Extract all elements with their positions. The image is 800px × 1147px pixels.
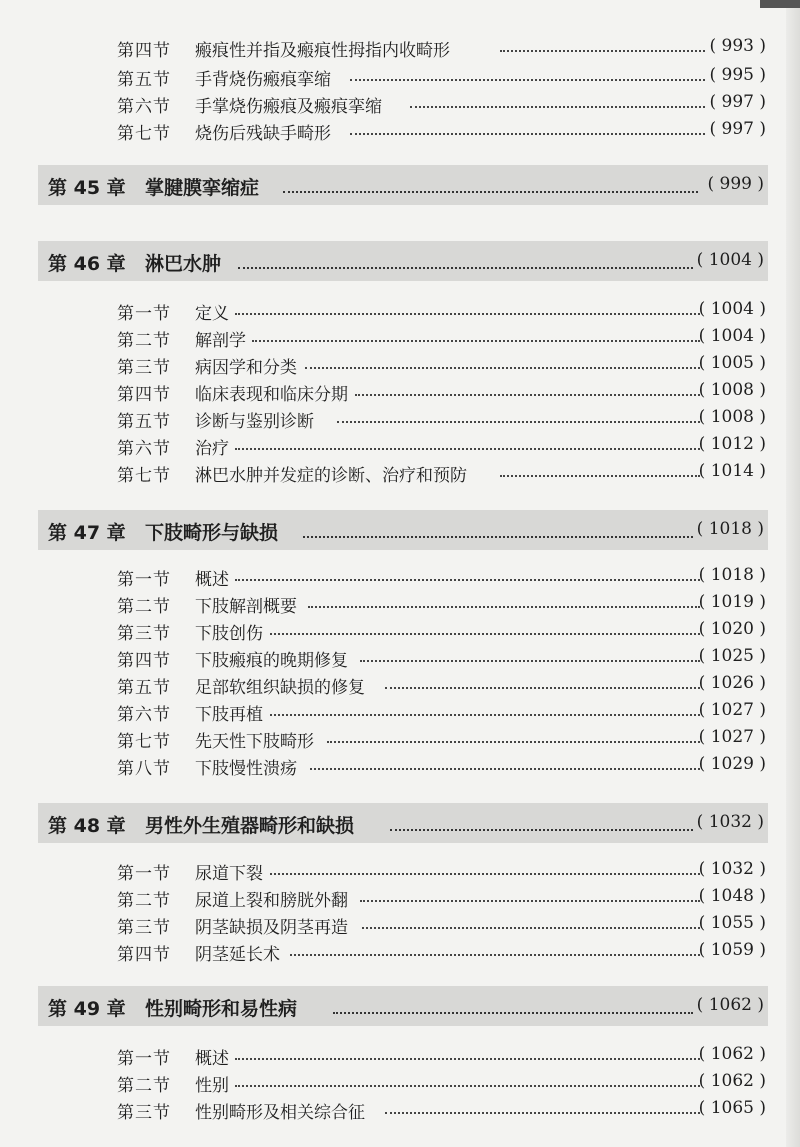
section-number: 第五节: [117, 412, 171, 432]
leader-dots: [305, 367, 700, 369]
page-number: ( 1027 ): [698, 700, 766, 720]
page-number: ( 1032 ): [696, 812, 764, 832]
page-number: ( 997 ): [709, 92, 766, 112]
page-corner: [760, 0, 800, 8]
section-title: 尿道上裂和膀胱外翻: [195, 891, 348, 911]
toc-section-row[interactable]: [0, 1069, 800, 1097]
page-number: ( 993 ): [709, 36, 766, 56]
toc-section-row[interactable]: [0, 459, 800, 487]
section-title: 临床表现和临床分期: [195, 385, 348, 405]
page-number: ( 1020 ): [698, 619, 766, 639]
page-number: ( 1027 ): [698, 727, 766, 747]
page-number: ( 1062 ): [698, 1071, 766, 1091]
section-number: 第七节: [117, 124, 171, 144]
section-title: 下肢慢性溃疡: [195, 759, 297, 779]
section-title: 诊断与鉴别诊断: [195, 412, 314, 432]
chapter-number: 第 49 章: [48, 998, 126, 1020]
toc-section-row[interactable]: [0, 351, 800, 379]
section-title: 概述: [195, 1049, 229, 1069]
toc-section-row[interactable]: [0, 698, 800, 726]
page-number: ( 1008 ): [698, 380, 766, 400]
section-number: 第一节: [117, 570, 171, 590]
page-number: ( 1048 ): [698, 886, 766, 906]
page-number: ( 999 ): [707, 174, 764, 194]
section-title: 概述: [195, 570, 229, 590]
section-title: 下肢解剖概要: [195, 597, 297, 617]
section-title: 淋巴水肿并发症的诊断、治疗和预防: [195, 466, 467, 486]
chapter-number: 第 47 章: [48, 522, 126, 544]
leader-dots: [270, 633, 700, 635]
leader-dots: [385, 687, 700, 689]
toc-section-row[interactable]: [0, 324, 800, 352]
leader-dots: [270, 873, 700, 875]
toc-section-row[interactable]: [0, 432, 800, 460]
page-number: ( 995 ): [709, 65, 766, 85]
section-title: 手背烧伤瘢痕挛缩: [195, 70, 331, 90]
toc-section-row[interactable]: [0, 671, 800, 699]
section-title: 阴茎延长术: [195, 945, 280, 965]
toc-chapter-row[interactable]: [38, 803, 768, 843]
leader-dots: [327, 741, 700, 743]
section-title: 先天性下肢畸形: [195, 732, 314, 752]
leader-dots: [238, 267, 693, 269]
page-number: ( 1012 ): [698, 434, 766, 454]
toc-chapter-row[interactable]: [38, 986, 768, 1026]
section-number: 第三节: [117, 624, 171, 644]
page-number: ( 1008 ): [698, 407, 766, 427]
section-number: 第七节: [117, 466, 171, 486]
page-number: ( 1065 ): [698, 1098, 766, 1118]
leader-dots: [337, 421, 700, 423]
toc-section-row[interactable]: [0, 752, 800, 780]
page-number: ( 1032 ): [698, 859, 766, 879]
section-number: 第六节: [117, 439, 171, 459]
page-number: ( 1055 ): [698, 913, 766, 933]
section-number: 第六节: [117, 97, 171, 117]
toc-section-row[interactable]: [0, 884, 800, 912]
page-number: ( 1018 ): [696, 519, 764, 539]
section-number: 第三节: [117, 1103, 171, 1123]
leader-dots: [500, 50, 705, 52]
page-number: ( 997 ): [709, 119, 766, 139]
section-number: 第一节: [117, 304, 171, 324]
leader-dots: [270, 714, 700, 716]
page-number: ( 1014 ): [698, 461, 766, 481]
leader-dots: [235, 313, 700, 315]
page-number: ( 1005 ): [698, 353, 766, 373]
leader-dots: [362, 927, 700, 929]
toc-section-row[interactable]: [0, 617, 800, 645]
section-number: 第四节: [117, 945, 171, 965]
toc-section-row[interactable]: [0, 644, 800, 672]
section-number: 第二节: [117, 891, 171, 911]
chapter-title: 男性外生殖器畸形和缺损: [145, 815, 355, 837]
page-number: ( 1004 ): [698, 326, 766, 346]
page-number: ( 1004 ): [696, 250, 764, 270]
section-number: 第三节: [117, 918, 171, 938]
page-number: ( 1059 ): [698, 940, 766, 960]
leader-dots: [360, 900, 700, 902]
chapter-number: 第 48 章: [48, 815, 126, 837]
section-number: 第二节: [117, 597, 171, 617]
leader-dots: [235, 579, 700, 581]
toc-chapter-row[interactable]: [38, 510, 768, 550]
toc-section-row[interactable]: [0, 590, 800, 618]
section-title: 下肢创伤: [195, 624, 263, 644]
leader-dots: [283, 191, 698, 193]
page-number: ( 1019 ): [698, 592, 766, 612]
chapter-number: 第 45 章: [48, 177, 126, 199]
page-number: ( 1018 ): [698, 565, 766, 585]
toc-section-row[interactable]: [0, 117, 800, 145]
chapter-number: 第 46 章: [48, 253, 126, 275]
section-title: 手掌烧伤瘢痕及瘢痕挛缩: [195, 97, 382, 117]
page-number: ( 1029 ): [698, 754, 766, 774]
section-title: 定义: [195, 304, 229, 324]
toc-chapter-row[interactable]: [38, 165, 768, 205]
section-number: 第七节: [117, 732, 171, 752]
toc-section-row[interactable]: [0, 563, 800, 591]
toc-section-row[interactable]: [0, 297, 800, 325]
toc-section-row[interactable]: [0, 1096, 800, 1124]
section-title: 烧伤后残缺手畸形: [195, 124, 331, 144]
section-number: 第二节: [117, 1076, 171, 1096]
toc-section-row[interactable]: [0, 34, 800, 62]
toc-section-row[interactable]: [0, 63, 800, 91]
toc-section-row[interactable]: [0, 725, 800, 753]
section-number: 第一节: [117, 1049, 171, 1069]
section-title: 性别畸形及相关综合征: [195, 1103, 365, 1123]
section-number: 第四节: [117, 41, 171, 61]
section-number: 第二节: [117, 331, 171, 351]
chapter-title: 下肢畸形与缺损: [145, 522, 279, 544]
leader-dots: [350, 133, 705, 135]
section-title: 解剖学: [195, 331, 246, 351]
page-number: ( 1026 ): [698, 673, 766, 693]
section-title: 性别: [195, 1076, 229, 1096]
page-number: ( 1062 ): [698, 1044, 766, 1064]
section-title: 病因学和分类: [195, 358, 297, 378]
toc-section-row[interactable]: [0, 911, 800, 939]
leader-dots: [500, 475, 700, 477]
section-number: 第八节: [117, 759, 171, 779]
section-title: 下肢再植: [195, 705, 263, 725]
leader-dots: [350, 79, 705, 81]
leader-dots: [385, 1112, 700, 1114]
section-title: 下肢瘢痕的晚期修复: [195, 651, 348, 671]
section-title: 阴茎缺损及阴茎再造: [195, 918, 348, 938]
section-number: 第五节: [117, 678, 171, 698]
leader-dots: [308, 606, 700, 608]
section-title: 尿道下裂: [195, 864, 263, 884]
section-number: 第六节: [117, 705, 171, 725]
section-title: 足部软组织缺损的修复: [195, 678, 365, 698]
toc-chapter-row[interactable]: [38, 241, 768, 281]
page-number: ( 1004 ): [698, 299, 766, 319]
leader-dots: [360, 660, 700, 662]
leader-dots: [390, 829, 693, 831]
section-title: 治疗: [195, 439, 229, 459]
leader-dots: [303, 536, 693, 538]
leader-dots: [355, 394, 700, 396]
toc-section-row[interactable]: [0, 405, 800, 433]
leader-dots: [333, 1012, 693, 1014]
leader-dots: [235, 1085, 700, 1087]
toc-section-row[interactable]: [0, 857, 800, 885]
chapter-title: 掌腱膜挛缩症: [145, 177, 260, 199]
section-number: 第五节: [117, 70, 171, 90]
leader-dots: [310, 768, 700, 770]
page-number: ( 1025 ): [698, 646, 766, 666]
toc-section-row[interactable]: [0, 1042, 800, 1070]
section-number: 第一节: [117, 864, 171, 884]
leader-dots: [290, 954, 700, 956]
chapter-title: 淋巴水肿: [145, 253, 222, 275]
section-number: 第四节: [117, 651, 171, 671]
leader-dots: [252, 340, 700, 342]
section-title: 瘢痕性并指及瘢痕性拇指内收畸形: [195, 41, 450, 61]
chapter-title: 性别畸形和易性病: [145, 998, 298, 1020]
toc-section-row[interactable]: [0, 938, 800, 966]
page-number: ( 1062 ): [696, 995, 764, 1015]
leader-dots: [235, 448, 700, 450]
section-number: 第三节: [117, 358, 171, 378]
leader-dots: [235, 1058, 700, 1060]
toc-section-row[interactable]: [0, 90, 800, 118]
leader-dots: [410, 106, 705, 108]
toc-section-row[interactable]: [0, 378, 800, 406]
section-number: 第四节: [117, 385, 171, 405]
